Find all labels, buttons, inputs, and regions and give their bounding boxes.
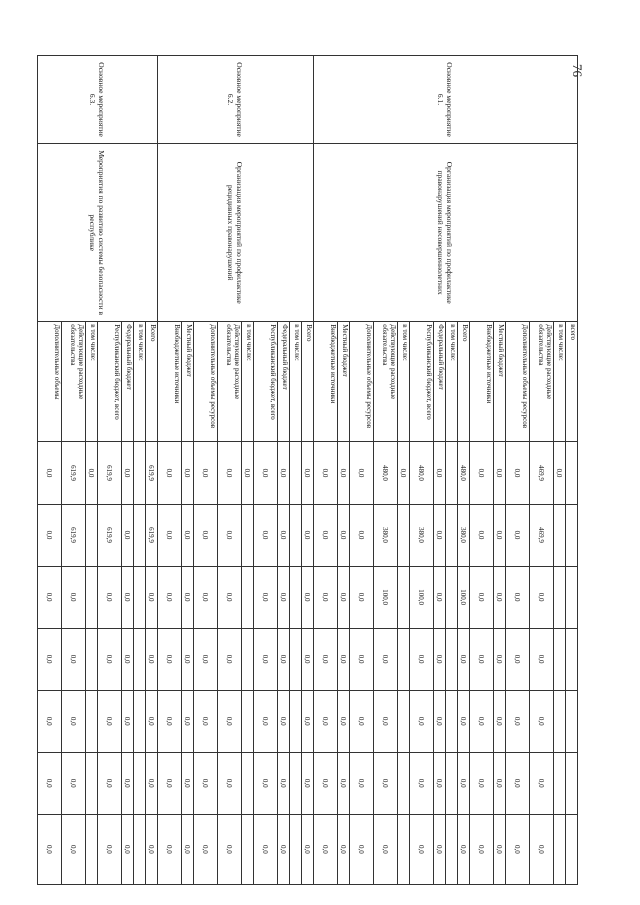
amount-cell: 0,0 — [434, 504, 446, 566]
amount-cell: 0,0 — [278, 504, 290, 566]
funding-source-label: Дополнительные объемы ресурсов — [194, 322, 218, 442]
amount-cell: 0,0 — [302, 814, 314, 884]
amount-cell: 0,0 — [194, 752, 218, 814]
amount-cell: 0,0 — [410, 752, 434, 814]
amount-cell: 0,0 — [38, 752, 62, 814]
amount-cell: 0,0 — [530, 814, 554, 884]
amount-cell: 619,9 — [62, 504, 86, 566]
amount-cell: 0,0 — [218, 690, 242, 752]
amount-cell: 0,0 — [494, 752, 506, 814]
amount-cell: 0,0 — [254, 442, 278, 504]
amount-cell — [86, 628, 98, 690]
amount-cell: 0,0 — [410, 814, 434, 884]
activity-code: Основное мероприятие 6.1. — [314, 56, 578, 144]
funding-source-label: Федеральный бюджет — [278, 322, 290, 442]
amount-cell: 469,9 — [530, 442, 554, 504]
amount-cell: 380,0 — [458, 504, 470, 566]
amount-cell: 0,0 — [278, 814, 290, 884]
amount-cell: 0,0 — [494, 504, 506, 566]
amount-cell: 0,0 — [374, 690, 398, 752]
amount-cell: 0,0 — [338, 628, 350, 690]
amount-cell: 0,0 — [494, 628, 506, 690]
amount-cell: 0,0 — [530, 690, 554, 752]
funding-source-label: Действующие расходные обязательства — [62, 322, 86, 442]
amount-cell: 0,0 — [278, 442, 290, 504]
funding-source-label: в том числе: — [290, 322, 302, 442]
amount-cell: 0,0 — [122, 752, 134, 814]
amount-cell: 0,0 — [314, 566, 338, 628]
amount-cell — [134, 566, 146, 628]
amount-cell — [290, 814, 302, 884]
amount-cell: 0,0 — [218, 752, 242, 814]
amount-cell: 0,0 — [146, 814, 158, 884]
amount-cell — [446, 814, 458, 884]
amount-cell: 0,0 — [98, 814, 122, 884]
amount-cell — [242, 752, 254, 814]
funding-source-label: Всего — [302, 322, 314, 442]
amount-cell: 0,0 — [374, 814, 398, 884]
amount-cell: 0,0 — [254, 690, 278, 752]
amount-cell: 0,0 — [302, 628, 314, 690]
funding-source-label: Внебюджетные источники — [158, 322, 182, 442]
amount-cell: 0,0 — [98, 628, 122, 690]
amount-cell: 0,0 — [314, 752, 338, 814]
amount-cell: 0,0 — [62, 566, 86, 628]
amount-cell: 619,9 — [98, 442, 122, 504]
amount-cell: 0,0 — [530, 628, 554, 690]
funding-source-label: Действующие расходные обязательства — [218, 322, 242, 442]
amount-cell: 0,0 — [374, 752, 398, 814]
amount-cell: 0,0 — [470, 814, 494, 884]
amount-cell: 0,0 — [254, 566, 278, 628]
amount-cell: 0,0 — [122, 566, 134, 628]
amount-cell: 0,0 — [158, 814, 182, 884]
activity-title: Организация мероприятий по профилактике рецидивных правонарушений — [158, 144, 314, 322]
funding-source-label: Внебюджетные источники — [470, 322, 494, 442]
amount-cell — [554, 690, 566, 752]
amount-cell: 0,0 — [470, 752, 494, 814]
amount-cell: 0,0 — [38, 566, 62, 628]
amount-cell: 0,0 — [194, 690, 218, 752]
amount-cell — [242, 690, 254, 752]
amount-cell: 0,0 — [470, 442, 494, 504]
amount-cell: 0,0 — [158, 504, 182, 566]
amount-cell — [398, 690, 410, 752]
budget-table-body — [38, 56, 578, 885]
amount-cell — [86, 752, 98, 814]
amount-cell — [398, 752, 410, 814]
amount-cell: 0,0 — [38, 442, 62, 504]
amount-cell — [290, 504, 302, 566]
amount-cell: 0,0 — [158, 628, 182, 690]
funding-source-label: Всего — [458, 322, 470, 442]
amount-cell: 0,0 — [458, 752, 470, 814]
amount-cell: 0,0 — [38, 628, 62, 690]
amount-cell — [290, 752, 302, 814]
amount-cell: 0,0 — [530, 566, 554, 628]
budget-table — [37, 55, 578, 885]
amount-cell — [398, 814, 410, 884]
amount-cell: 619,9 — [146, 504, 158, 566]
amount-cell: 0,0 — [350, 628, 374, 690]
funding-source-label: Дополнительные объемы ресурсов — [506, 322, 530, 442]
funding-source-label: Действующие расходные обязательства — [530, 322, 554, 442]
amount-cell: 619,9 — [62, 442, 86, 504]
amount-cell: 0,0 — [338, 690, 350, 752]
amount-cell: 0,0 — [182, 566, 194, 628]
amount-cell: 0,0 — [254, 628, 278, 690]
funding-source-label: всего — [566, 322, 578, 442]
funding-source-label: Республиканский бюджет, всего — [98, 322, 122, 442]
amount-cell — [86, 504, 98, 566]
funding-source-label: в том числе: — [446, 322, 458, 442]
funding-source-label: в том числе: — [86, 322, 98, 442]
amount-cell — [566, 628, 578, 690]
amount-cell: 0,0 — [86, 442, 98, 504]
amount-cell: 0,0 — [182, 504, 194, 566]
amount-cell: 469,9 — [530, 504, 554, 566]
funding-source-label: Республиканский бюджет, всего — [254, 322, 278, 442]
amount-cell: 0,0 — [302, 504, 314, 566]
amount-cell: 0,0 — [158, 566, 182, 628]
amount-cell: 0,0 — [158, 752, 182, 814]
amount-cell: 0,0 — [434, 752, 446, 814]
amount-cell — [398, 504, 410, 566]
amount-cell: 0,0 — [506, 814, 530, 884]
amount-cell: 100,0 — [410, 566, 434, 628]
amount-cell — [242, 566, 254, 628]
amount-cell: 0,0 — [194, 566, 218, 628]
amount-cell: 0,0 — [350, 504, 374, 566]
amount-cell: 0,0 — [410, 628, 434, 690]
amount-cell: 0,0 — [98, 566, 122, 628]
amount-cell: 0,0 — [278, 752, 290, 814]
amount-cell: 0,0 — [302, 566, 314, 628]
funding-source-label: Местный бюджет — [182, 322, 194, 442]
amount-cell: 0,0 — [62, 814, 86, 884]
amount-cell: 480,0 — [374, 442, 398, 504]
amount-cell — [242, 504, 254, 566]
amount-cell: 0,0 — [62, 752, 86, 814]
amount-cell: 0,0 — [350, 752, 374, 814]
amount-cell — [446, 752, 458, 814]
amount-cell: 100,0 — [458, 566, 470, 628]
amount-cell: 0,0 — [38, 690, 62, 752]
amount-cell: 619,9 — [98, 504, 122, 566]
amount-cell — [566, 690, 578, 752]
amount-cell: 100,0 — [374, 566, 398, 628]
amount-cell: 0,0 — [122, 628, 134, 690]
amount-cell — [134, 442, 146, 504]
amount-cell: 0,0 — [158, 442, 182, 504]
funding-source-label: Дополнительные объемы — [38, 322, 62, 442]
funding-source-label: в том числе: — [242, 322, 254, 442]
amount-cell: 0,0 — [338, 504, 350, 566]
amount-cell: 0,0 — [410, 690, 434, 752]
amount-cell: 0,0 — [182, 690, 194, 752]
funding-source-label: Внебюджетные источники — [314, 322, 338, 442]
activity-code: Основное мероприятие 6.2. — [158, 56, 314, 144]
amount-cell: 0,0 — [494, 442, 506, 504]
table-row — [566, 56, 578, 885]
amount-cell: 0,0 — [122, 504, 134, 566]
page-number: 76 — [570, 64, 585, 77]
funding-source-label: Действующие расходные обязательства — [374, 322, 398, 442]
funding-source-label: Федеральный бюджет — [434, 322, 446, 442]
amount-cell: 0,0 — [458, 814, 470, 884]
amount-cell: 0,0 — [314, 814, 338, 884]
amount-cell: 0,0 — [338, 566, 350, 628]
amount-cell: 0,0 — [458, 628, 470, 690]
amount-cell: 0,0 — [314, 690, 338, 752]
amount-cell: 0,0 — [158, 690, 182, 752]
amount-cell: 0,0 — [278, 690, 290, 752]
amount-cell: 380,0 — [410, 504, 434, 566]
amount-cell: 619,9 — [146, 442, 158, 504]
amount-cell: 0,0 — [182, 442, 194, 504]
amount-cell — [242, 628, 254, 690]
amount-cell: 0,0 — [434, 628, 446, 690]
amount-cell: 0,0 — [278, 566, 290, 628]
activity-title: Мероприятия по развитию системы безопасности в республике — [38, 144, 158, 322]
amount-cell — [86, 566, 98, 628]
amount-cell: 0,0 — [254, 752, 278, 814]
amount-cell — [566, 504, 578, 566]
amount-cell — [290, 628, 302, 690]
amount-cell — [446, 628, 458, 690]
amount-cell: 0,0 — [182, 752, 194, 814]
amount-cell: 380,0 — [374, 504, 398, 566]
amount-cell: 0,0 — [350, 814, 374, 884]
amount-cell: 0,0 — [458, 690, 470, 752]
activity-code: Основное мероприятие 6.3. — [38, 56, 158, 144]
amount-cell — [566, 442, 578, 504]
amount-cell — [134, 628, 146, 690]
funding-source-label: в том числе: — [554, 322, 566, 442]
amount-cell: 0,0 — [254, 814, 278, 884]
amount-cell — [566, 814, 578, 884]
amount-cell: 0,0 — [338, 752, 350, 814]
amount-cell: 0,0 — [194, 628, 218, 690]
budget-table-rotated — [46, 55, 578, 885]
amount-cell: 0,0 — [314, 442, 338, 504]
amount-cell: 0,0 — [218, 504, 242, 566]
amount-cell: 480,0 — [458, 442, 470, 504]
amount-cell: 0,0 — [314, 504, 338, 566]
funding-source-label: Республиканский бюджет, всего — [410, 322, 434, 442]
amount-cell: 0,0 — [506, 628, 530, 690]
amount-cell: 0,0 — [62, 690, 86, 752]
amount-cell — [446, 442, 458, 504]
amount-cell: 0,0 — [434, 690, 446, 752]
amount-cell: 0,0 — [242, 442, 254, 504]
amount-cell: 0,0 — [494, 566, 506, 628]
amount-cell — [86, 814, 98, 884]
amount-cell: 0,0 — [470, 566, 494, 628]
funding-source-label: в том числе: — [398, 322, 410, 442]
amount-cell: 0,0 — [218, 442, 242, 504]
amount-cell — [290, 566, 302, 628]
amount-cell: 0,0 — [350, 690, 374, 752]
amount-cell — [566, 752, 578, 814]
amount-cell — [134, 814, 146, 884]
amount-cell: 0,0 — [494, 690, 506, 752]
amount-cell — [398, 628, 410, 690]
amount-cell — [242, 814, 254, 884]
amount-cell — [290, 690, 302, 752]
amount-cell: 0,0 — [530, 752, 554, 814]
amount-cell: 0,0 — [218, 814, 242, 884]
amount-cell — [554, 566, 566, 628]
amount-cell — [134, 752, 146, 814]
amount-cell: 0,0 — [38, 814, 62, 884]
funding-source-label: Всего — [146, 322, 158, 442]
amount-cell — [554, 814, 566, 884]
amount-cell: 0,0 — [194, 442, 218, 504]
amount-cell: 0,0 — [470, 690, 494, 752]
amount-cell: 0,0 — [122, 814, 134, 884]
amount-cell: 0,0 — [146, 628, 158, 690]
amount-cell: 0,0 — [398, 442, 410, 504]
funding-source-label: в том числе: — [134, 322, 146, 442]
amount-cell: 0,0 — [194, 814, 218, 884]
amount-cell — [554, 504, 566, 566]
amount-cell — [446, 504, 458, 566]
amount-cell: 0,0 — [194, 504, 218, 566]
amount-cell: 0,0 — [182, 628, 194, 690]
amount-cell: 0,0 — [302, 752, 314, 814]
amount-cell: 0,0 — [146, 752, 158, 814]
amount-cell: 0,0 — [434, 566, 446, 628]
amount-cell: 0,0 — [146, 566, 158, 628]
amount-cell: 0,0 — [338, 814, 350, 884]
amount-cell: 0,0 — [314, 628, 338, 690]
amount-cell: 0,0 — [506, 566, 530, 628]
amount-cell: 0,0 — [38, 504, 62, 566]
amount-cell: 0,0 — [350, 442, 374, 504]
amount-cell: 0,0 — [98, 690, 122, 752]
amount-cell — [566, 566, 578, 628]
amount-cell: 0,0 — [182, 814, 194, 884]
amount-cell: 0,0 — [506, 442, 530, 504]
amount-cell: 0,0 — [506, 690, 530, 752]
amount-cell: 0,0 — [470, 628, 494, 690]
amount-cell — [554, 752, 566, 814]
amount-cell: 0,0 — [494, 814, 506, 884]
amount-cell: 0,0 — [302, 690, 314, 752]
amount-cell: 0,0 — [470, 504, 494, 566]
amount-cell: 0,0 — [506, 504, 530, 566]
amount-cell: 0,0 — [98, 752, 122, 814]
amount-cell: 0,0 — [302, 442, 314, 504]
activity-title: Организация мероприятий по профилактике правонарушений несовершеннолетних — [314, 144, 578, 322]
amount-cell: 0,0 — [350, 566, 374, 628]
amount-cell — [134, 690, 146, 752]
amount-cell: 0,0 — [434, 814, 446, 884]
amount-cell: 0,0 — [146, 690, 158, 752]
table-row — [302, 56, 314, 885]
funding-source-label: Местный бюджет — [338, 322, 350, 442]
amount-cell: 0,0 — [218, 566, 242, 628]
amount-cell — [554, 628, 566, 690]
amount-cell — [398, 566, 410, 628]
amount-cell: 0,0 — [122, 442, 134, 504]
amount-cell — [446, 690, 458, 752]
amount-cell: 0,0 — [506, 752, 530, 814]
amount-cell: 0,0 — [254, 504, 278, 566]
amount-cell: 0,0 — [62, 628, 86, 690]
amount-cell — [86, 690, 98, 752]
amount-cell: 480,0 — [410, 442, 434, 504]
funding-source-label: Федеральный бюджет — [122, 322, 134, 442]
amount-cell: 0,0 — [374, 628, 398, 690]
amount-cell — [134, 504, 146, 566]
table-row — [146, 56, 158, 885]
amount-cell — [290, 442, 302, 504]
amount-cell: 0,0 — [122, 690, 134, 752]
amount-cell: 0,0 — [554, 442, 566, 504]
amount-cell — [446, 566, 458, 628]
amount-cell: 0,0 — [218, 628, 242, 690]
amount-cell: 0,0 — [338, 442, 350, 504]
funding-source-label: Дополнительные объемы ресурсов — [350, 322, 374, 442]
funding-source-label: Местный бюджет — [494, 322, 506, 442]
amount-cell: 0,0 — [278, 628, 290, 690]
amount-cell: 0,0 — [434, 442, 446, 504]
